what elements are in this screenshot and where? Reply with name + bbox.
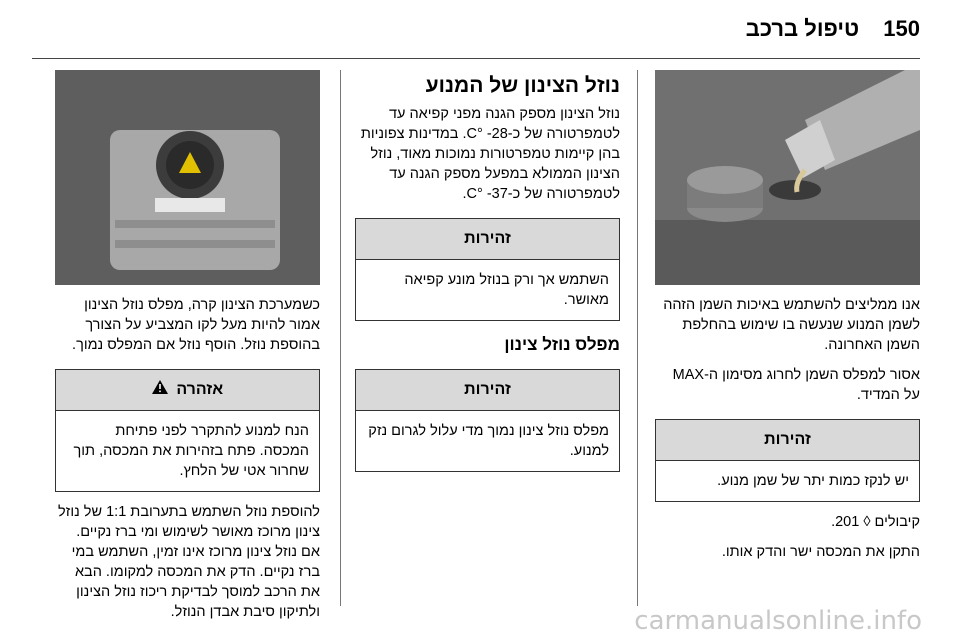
paragraph: כשמערכת הצינון קרה, מפלס נוזל הצינון אמור להיות מעל לקו המצביע על הצורך בהוספת נוזל. הוסף נוזל אם המפלס נמוך. [72,297,320,353]
section-title: נוזל הצינון של המנוע [425,74,620,97]
middle-column [355,70,620,472]
oil-filling-photo [655,70,920,285]
paragraph: התקן את המכסה ישר והדק אותו. [721,544,920,560]
column-divider [637,70,638,606]
caution-body: יש לנקז כמות יתר של שמן מנוע. [717,473,909,489]
page-number: 150 [883,16,920,41]
caution-body: השתמש אך ורק בנוזל מונע קפיאה מאושר. [404,272,609,308]
warning-box [55,369,320,492]
column-divider [340,70,341,606]
watermark: carmanualsonline.info [634,606,922,636]
coolant-reservoir-photo [55,70,320,285]
caution-box [655,419,920,502]
caution-heading: זהירות [356,219,619,260]
warning-heading [56,370,319,411]
caution-box [355,369,620,472]
paragraph: אנו ממליצים להשתמש באיכות השמן הזהה לשמן המנוע שנעשה בו שימוש בהחלפת השמן האחרונה. [663,297,920,353]
left-column [55,70,320,622]
paragraph: אסור למפלס השמן לחרוג מסימון ה-MAX על המדיד. [672,367,920,403]
caution-heading: זהירות [356,370,619,411]
page-title: טיפול ברכב [745,16,860,41]
paragraph: להוספת נוזל השתמש בתערובת 1:1 של נוזל צינון מרוכז מאושר לשימוש ומי ברז נקיים. אם נוזל צינון מרוכז אינו זמין, השתמש במי ברז נקיים. הדק את המכסה למקומו. הבא את הרכב למוסך לבדיקת ריכוז נוזל הצינון ולתיקון סיבת אבדן הנוזל. [58,504,320,620]
paragraph: נוזל הצינון מספק הגנה מפני קפיאה עד לטמפרטורה של כ-28- °C. במדינות צפוניות בהן קיימות טמפרטורות נמוכות מאוד, נוזל הצינון הממולא במפעל מספק הגנה עד לטמפרטורה של כ-37- °C. [360,106,620,202]
page-header [746,16,920,42]
caution-box [355,218,620,321]
caution-body: מפלס נוזל צינון נמוך מדי עלול לגרום נזק למנוע. [368,423,609,459]
header-rule [32,58,920,59]
caution-heading: זהירות [656,420,919,461]
right-column [655,70,920,562]
subsection-title: מפלס נוזל צינון [504,335,620,354]
warning-heading-text: אזהרה [176,381,224,398]
warning-body: הנח למנוע להתקרר לפני פתיחת המכסה. פתח בזהירות את המכסה, תוך שחרור אטי של הלחץ. [73,423,309,479]
warning-triangle-icon [152,380,168,400]
reference-text: קיבולים ◊ 201. [831,514,920,530]
